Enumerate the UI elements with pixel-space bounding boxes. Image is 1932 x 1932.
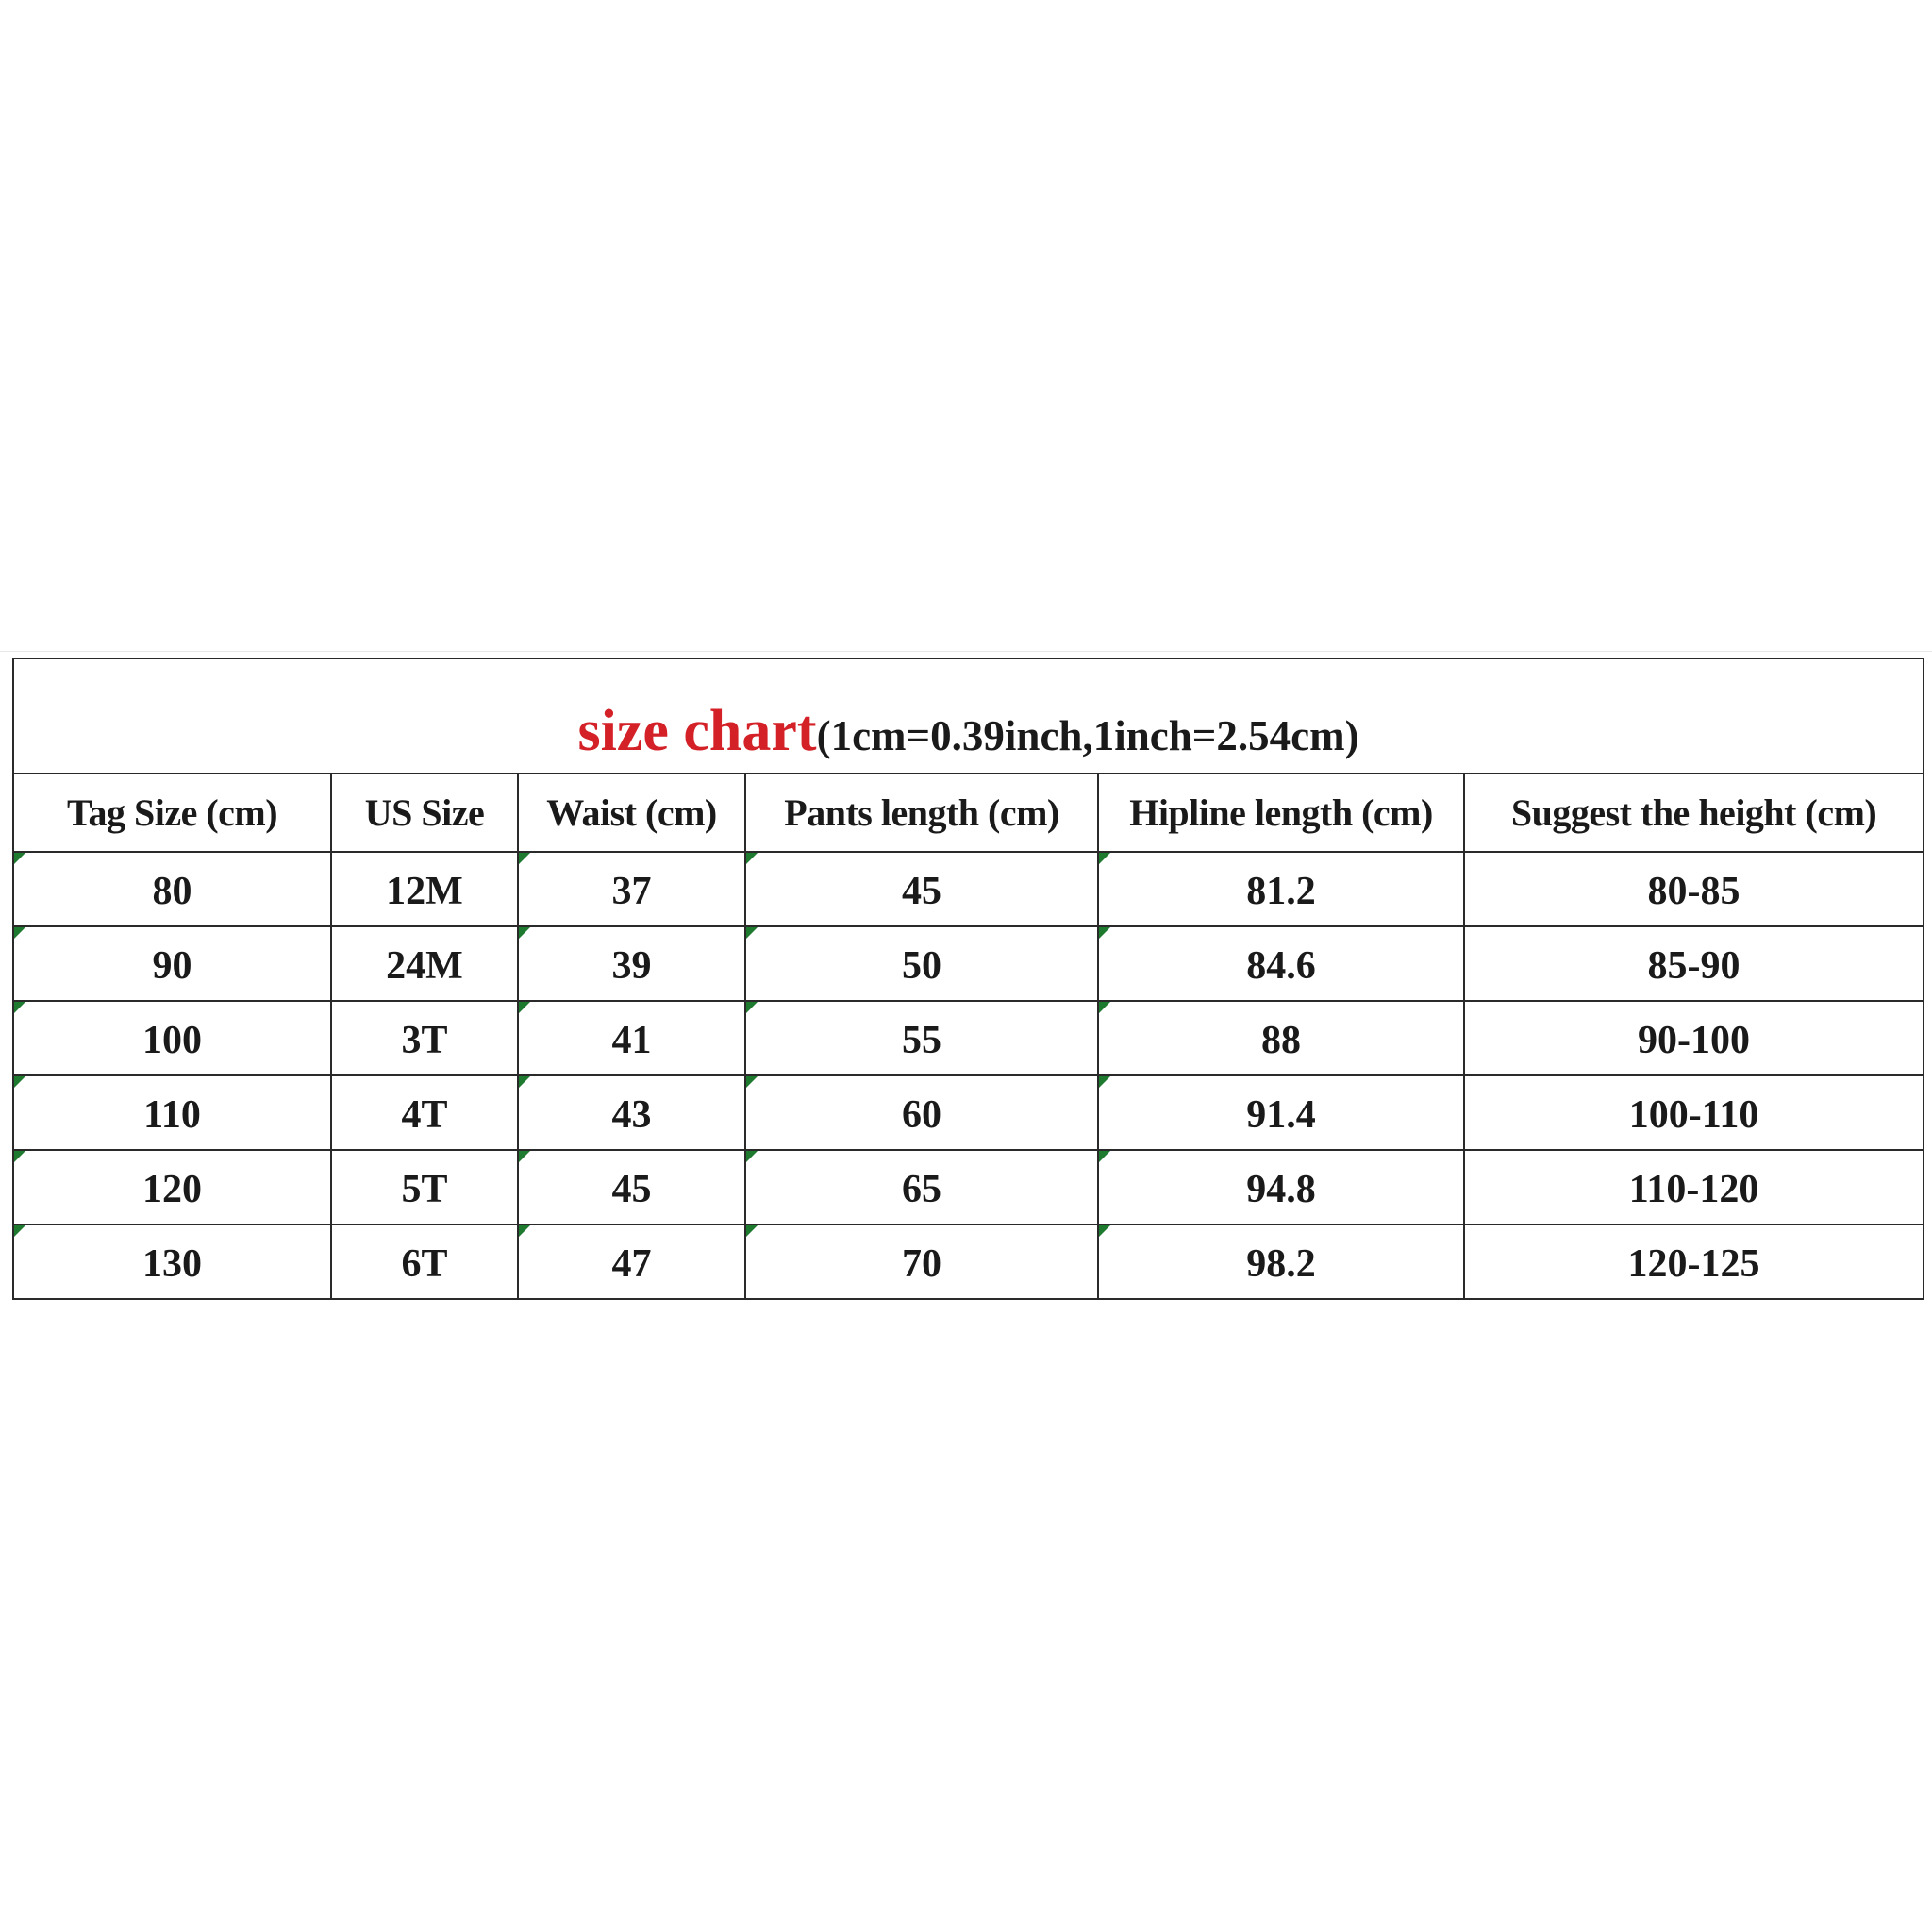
cell-tag-size: 110 [13,1075,331,1150]
cell-pants-length: 70 [745,1224,1098,1299]
chart-title-conversion: (1cm=0.39inch,1inch=2.54cm) [816,712,1359,759]
sheet-gridline [0,651,1932,652]
cell-waist: 45 [518,1150,745,1224]
table-row [13,926,1924,1001]
cell-tag-size: 130 [13,1224,331,1299]
cell-waist: 37 [518,852,745,926]
header-pants-length: Pants length (cm) [745,774,1098,852]
table-row [13,1224,1924,1299]
cell-us-size: 3T [331,1001,518,1075]
size-chart-table [12,658,1924,1300]
cell-suggested-height: 100-110 [1464,1075,1924,1150]
cell-waist: 41 [518,1001,745,1075]
table-row [13,1001,1924,1075]
cell-pants-length: 60 [745,1075,1098,1150]
cell-suggested-height: 120-125 [1464,1224,1924,1299]
cell-us-size: 6T [331,1224,518,1299]
chart-title [13,658,1924,774]
cell-waist: 43 [518,1075,745,1150]
header-row [13,774,1924,852]
cell-pants-length: 55 [745,1001,1098,1075]
cell-hipline-length: 94.8 [1098,1150,1464,1224]
header-waist: Waist (cm) [518,774,745,852]
cell-pants-length: 50 [745,926,1098,1001]
cell-tag-size: 90 [13,926,331,1001]
cell-hipline-length: 88 [1098,1001,1464,1075]
cell-suggested-height: 90-100 [1464,1001,1924,1075]
cell-suggested-height: 110-120 [1464,1150,1924,1224]
cell-hipline-length: 98.2 [1098,1224,1464,1299]
cell-suggested-height: 80-85 [1464,852,1924,926]
cell-pants-length: 45 [745,852,1098,926]
cell-hipline-length: 84.6 [1098,926,1464,1001]
table-row [13,1150,1924,1224]
cell-hipline-length: 81.2 [1098,852,1464,926]
title-row [13,658,1924,774]
header-hipline-length: Hipline length (cm) [1098,774,1464,852]
cell-us-size: 12M [331,852,518,926]
cell-hipline-length: 91.4 [1098,1075,1464,1150]
cell-suggested-height: 85-90 [1464,926,1924,1001]
header-suggested-height: Suggest the height (cm) [1464,774,1924,852]
cell-waist: 39 [518,926,745,1001]
chart-title-main: size chart [577,699,817,763]
cell-pants-length: 65 [745,1150,1098,1224]
cell-tag-size: 120 [13,1150,331,1224]
size-chart [12,658,1923,1300]
cell-waist: 47 [518,1224,745,1299]
cell-tag-size: 80 [13,852,331,926]
cell-us-size: 4T [331,1075,518,1150]
cell-us-size: 5T [331,1150,518,1224]
cell-tag-size: 100 [13,1001,331,1075]
table-row [13,1075,1924,1150]
header-us-size: US Size [331,774,518,852]
cell-us-size: 24M [331,926,518,1001]
header-tag-size: Tag Size (cm) [13,774,331,852]
table-row [13,852,1924,926]
